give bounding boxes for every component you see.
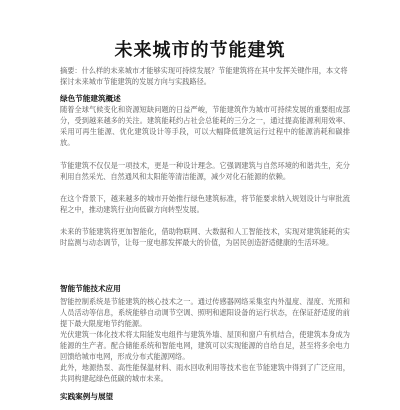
section-paragraph: 此外，地源热泵、高性能保温材料、雨水回收利用等技术也在节能建筑中得到了广泛应用，共同构建起绿色低碳的城市未来。 xyxy=(60,363,350,383)
page-title: 未来城市的节能建筑 xyxy=(114,40,286,61)
section-heading: 绿色节能建筑概述 xyxy=(60,94,121,103)
section-paragraph: 光伏建筑一体化技术将太阳能发电组件与建筑外墙、屋顶和窗户有机结合，使建筑本身成为能源的生产者。配合储能系统和智能电网，建筑可以实现能源的自给自足，甚至将多余电力回馈给城市电网，形成分布式能源网络。 xyxy=(60,330,350,361)
section-heading: 智能节能技术应用 xyxy=(60,284,121,293)
intro-paragraph: 摘要：什么样的未来城市才能够实现可持续发展？节能建筑将在其中发挥关键作用，本文将探讨未来城市节能建筑的发展方向与实践路径。 xyxy=(60,66,348,86)
section-heading: 实践案例与展望 xyxy=(60,392,114,401)
section-paragraph: 随着全球气候变化和资源短缺问题的日益严峻，节能建筑作为城市可持续发展的重要组成部分，受到越来越多的关注。建筑能耗约占社会总能耗的三分之一，通过提高能源利用效率、采用可再生能源、优化建筑设计等手段，可以大幅降低建筑运行过程中的能源消耗和碳排放。 xyxy=(60,105,350,147)
section-paragraph: 在这个背景下，越来越多的城市开始推行绿色建筑标准，将节能要求纳入规划设计与审批流程之中，推动建筑行业向低碳方向转型发展。 xyxy=(60,194,350,214)
section-paragraph: 智能控制系统是节能建筑的核心技术之一。通过传感器网络采集室内外温度、湿度、光照和人员活动等信息，系统能够自动调节空调、照明和遮阳设备的运行状态，在保证舒适度的前提下最大限度地节约能源。 xyxy=(60,297,350,328)
section-paragraph: 未来的节能建筑将更加智能化，借助物联网、大数据和人工智能技术，实现对建筑能耗的实时监测与动态调节，让每一度电都发挥最大的价值，为居民创造舒适健康的生活环境。 xyxy=(60,227,350,247)
section-paragraph: 节能建筑不仅仅是一项技术，更是一种设计理念。它强调建筑与自然环境的和谐共生，充分利用自然采光、自然通风和太阳能等清洁能源，减少对化石能源的依赖。 xyxy=(60,161,350,181)
